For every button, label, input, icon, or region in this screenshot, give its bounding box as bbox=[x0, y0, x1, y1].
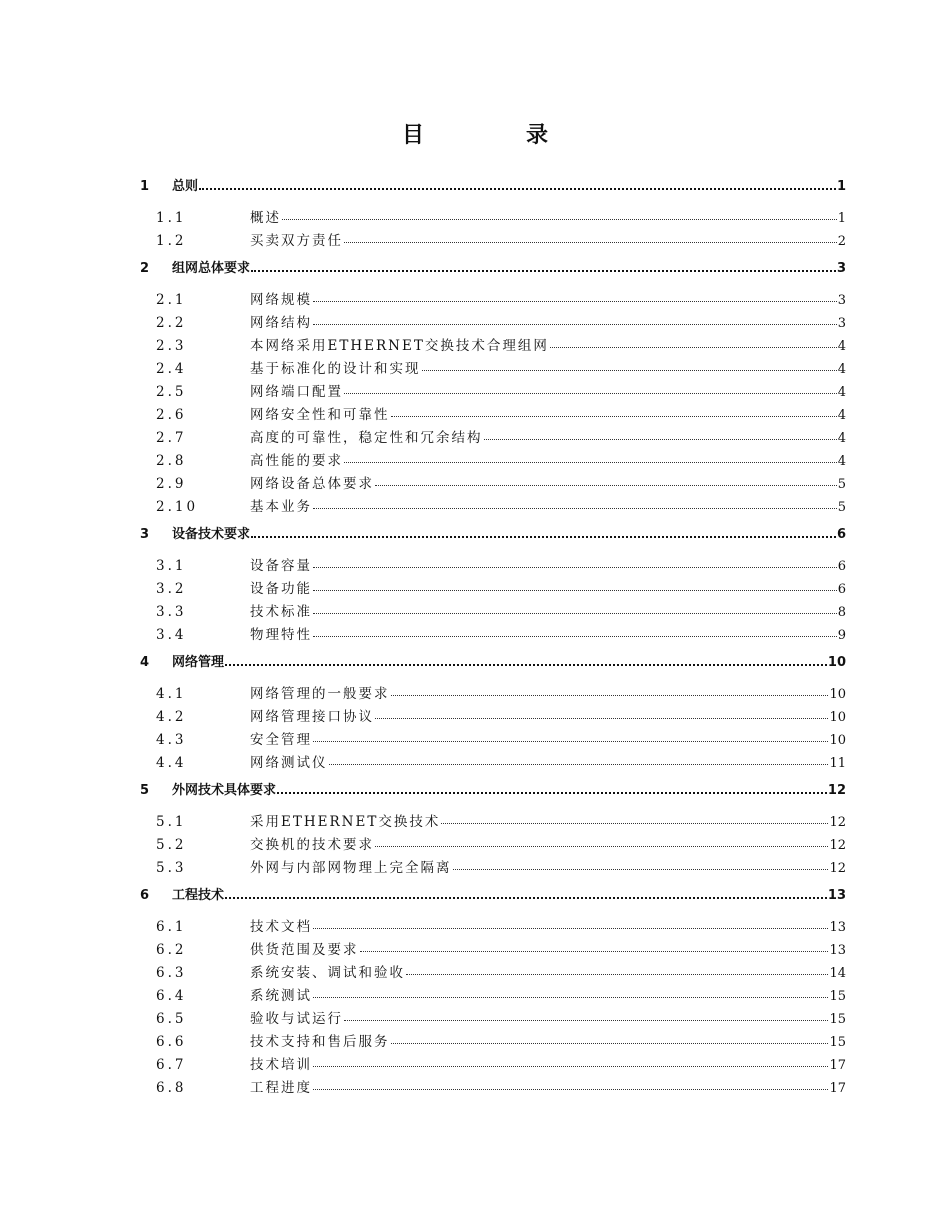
dot-leader bbox=[344, 393, 837, 394]
toc-entry-number: 2.4 bbox=[156, 361, 187, 377]
dot-leader bbox=[313, 636, 837, 637]
toc-entry-page-number: 12 bbox=[827, 783, 846, 798]
toc-entry-number: 6.3 bbox=[156, 965, 187, 981]
toc-entry-page-number: 8 bbox=[837, 605, 846, 620]
toc-entry-number: 4.4 bbox=[156, 755, 187, 771]
dot-leader bbox=[422, 370, 837, 371]
dot-leader bbox=[313, 613, 837, 614]
toc-entry-title: 技术支持和售后服务 bbox=[250, 1034, 390, 1050]
toc-section-entry[interactable] bbox=[140, 831, 846, 853]
toc-entry-page-number: 15 bbox=[829, 1035, 846, 1050]
toc-entry-number: 4.2 bbox=[156, 709, 187, 725]
dot-leader bbox=[329, 764, 829, 765]
toc-entry-page-number: 4 bbox=[837, 362, 846, 377]
toc-entry-title: 网络结构 bbox=[250, 315, 312, 331]
toc-entry-page-number: 15 bbox=[829, 1012, 846, 1027]
dot-leader bbox=[313, 324, 837, 325]
toc-section-entry[interactable] bbox=[140, 470, 846, 492]
toc-entry-number: 2.6 bbox=[156, 407, 187, 423]
toc-section-entry[interactable] bbox=[140, 1005, 846, 1027]
toc-entry-number: 3.4 bbox=[156, 627, 187, 643]
toc-entry-title: 网络端口配置 bbox=[250, 384, 343, 400]
toc-entry-page-number: 12 bbox=[829, 838, 846, 853]
toc-entry-title: 买卖双方责任 bbox=[250, 233, 343, 249]
toc-entry-page-number: 14 bbox=[829, 966, 846, 981]
toc-entry-title: 系统测试 bbox=[250, 988, 312, 1004]
toc-entry-page-number: 6 bbox=[836, 527, 846, 542]
toc-section-entry[interactable] bbox=[140, 227, 846, 249]
dot-leader bbox=[441, 823, 828, 824]
toc-section-entry[interactable] bbox=[140, 621, 846, 643]
toc-entry-title: 网络管理接口协议 bbox=[250, 709, 374, 725]
toc-entry-number: 2.5 bbox=[156, 384, 187, 400]
dot-leader bbox=[391, 1043, 829, 1044]
toc-section-entry[interactable] bbox=[140, 703, 846, 725]
toc-entry-title: 网络规模 bbox=[250, 292, 312, 308]
toc-entry-title: 供货范围及要求 bbox=[250, 942, 359, 958]
dot-leader bbox=[251, 270, 836, 272]
toc-entry-number: 6.2 bbox=[156, 942, 187, 958]
toc-entry-title: 外网与内部网物理上完全隔离 bbox=[250, 860, 452, 876]
toc-entry-page-number: 1 bbox=[836, 179, 846, 194]
toc-entry-page-number: 5 bbox=[837, 477, 846, 492]
toc-section-entry[interactable] bbox=[140, 552, 846, 574]
toc-entry-title: 网络安全性和可靠性 bbox=[250, 407, 390, 423]
toc-chapter-entry[interactable] bbox=[140, 172, 846, 194]
toc-entry-number: 5.3 bbox=[156, 860, 187, 876]
toc-entry-number: 1 bbox=[140, 179, 150, 194]
page-title: 目 录 bbox=[401, 123, 588, 148]
toc-section-entry[interactable] bbox=[140, 575, 846, 597]
toc-section-entry[interactable] bbox=[140, 424, 846, 446]
toc-entry-page-number: 2 bbox=[837, 234, 846, 249]
toc-entry-page-number: 4 bbox=[837, 431, 846, 446]
toc-entry-page-number: 3 bbox=[837, 293, 846, 308]
toc-section-entry[interactable] bbox=[140, 1051, 846, 1073]
dot-leader bbox=[277, 792, 827, 794]
toc-entry-number: 1.1 bbox=[156, 210, 187, 226]
toc-section-entry[interactable] bbox=[140, 680, 846, 702]
toc-entry-number: 6.4 bbox=[156, 988, 187, 1004]
toc-entry-page-number: 10 bbox=[829, 733, 846, 748]
toc-entry-title: 本网络采用ETHERNET交换技术合理组网 bbox=[250, 338, 549, 354]
toc-entry-page-number: 4 bbox=[837, 454, 846, 469]
toc-entry-title: 网络管理 bbox=[172, 655, 225, 670]
toc-entry-title: 外网技术具体要求 bbox=[172, 783, 277, 798]
toc-section-entry[interactable] bbox=[140, 286, 846, 308]
toc-entry-page-number: 4 bbox=[837, 339, 846, 354]
toc-section-entry[interactable] bbox=[140, 332, 846, 354]
dot-leader bbox=[375, 485, 837, 486]
toc-section-entry[interactable] bbox=[140, 204, 846, 226]
toc-entry-number: 6.5 bbox=[156, 1011, 187, 1027]
toc-entry-title: 基本业务 bbox=[250, 499, 312, 515]
toc-section-entry[interactable] bbox=[140, 1074, 846, 1096]
toc-entry-number: 2.10 bbox=[156, 499, 199, 515]
toc-entry-title: 概述 bbox=[250, 210, 281, 226]
dot-leader bbox=[360, 951, 829, 952]
toc-section-entry[interactable] bbox=[140, 355, 846, 377]
toc-entry-page-number: 1 bbox=[837, 211, 846, 226]
toc-entry-title: 物理特性 bbox=[250, 627, 312, 643]
dot-leader bbox=[375, 846, 828, 847]
toc-entry-title: 交换机的技术要求 bbox=[250, 837, 374, 853]
toc-entry-number: 6.6 bbox=[156, 1034, 187, 1050]
dot-leader bbox=[225, 664, 827, 666]
toc-entry-title: 网络设备总体要求 bbox=[250, 476, 374, 492]
dot-leader bbox=[313, 301, 837, 302]
toc-section-entry[interactable] bbox=[140, 749, 846, 771]
toc-entry-page-number: 10 bbox=[827, 655, 846, 670]
toc-entry-number: 5.1 bbox=[156, 814, 187, 830]
dot-leader bbox=[313, 1089, 828, 1090]
dot-leader bbox=[313, 508, 837, 509]
toc-entry-number: 2.2 bbox=[156, 315, 187, 331]
toc-entry-page-number: 12 bbox=[829, 815, 846, 830]
toc-entry-number: 2.8 bbox=[156, 453, 187, 469]
toc-entry-page-number: 6 bbox=[837, 559, 846, 574]
toc-entry-number: 2.1 bbox=[156, 292, 187, 308]
toc-section-entry[interactable] bbox=[140, 936, 846, 958]
toc-entry-title: 技术文档 bbox=[250, 919, 312, 935]
toc-section-entry[interactable] bbox=[140, 493, 846, 515]
toc-entry-title: 安全管理 bbox=[250, 732, 312, 748]
toc-section-entry[interactable] bbox=[140, 854, 846, 876]
dot-leader bbox=[391, 695, 829, 696]
dot-leader bbox=[484, 439, 837, 440]
toc-section-entry[interactable] bbox=[140, 959, 846, 981]
toc-entry-title: 网络测试仪 bbox=[250, 755, 328, 771]
toc-entry-page-number: 3 bbox=[836, 261, 846, 276]
toc-entry-number: 3.2 bbox=[156, 581, 187, 597]
toc-entry-title: 采用ETHERNET交换技术 bbox=[250, 814, 441, 830]
toc-chapter-entry[interactable] bbox=[140, 881, 846, 903]
dot-leader bbox=[375, 718, 828, 719]
toc-section-entry[interactable] bbox=[140, 598, 846, 620]
dot-leader bbox=[282, 219, 837, 220]
toc-entry-title: 设备技术要求 bbox=[172, 527, 251, 542]
toc-entry-title: 网络管理的一般要求 bbox=[250, 686, 390, 702]
toc-section-entry[interactable] bbox=[140, 726, 846, 748]
toc-chapter-entry[interactable] bbox=[140, 648, 846, 670]
toc-entry-page-number: 11 bbox=[829, 756, 846, 771]
toc-entry-number: 1.2 bbox=[156, 233, 187, 249]
toc-entry-number: 2.9 bbox=[156, 476, 187, 492]
toc-section-entry[interactable] bbox=[140, 1028, 846, 1050]
toc-entry-title: 基于标准化的设计和实现 bbox=[250, 361, 421, 377]
toc-entry-title: 系统安装、调试和验收 bbox=[250, 965, 405, 981]
toc-section-entry[interactable] bbox=[140, 401, 846, 423]
dot-leader bbox=[344, 1020, 828, 1021]
toc-section-entry[interactable] bbox=[140, 309, 846, 331]
toc-entry-number: 4.3 bbox=[156, 732, 187, 748]
toc-entry-page-number: 13 bbox=[827, 888, 846, 903]
toc-entry-page-number: 17 bbox=[829, 1058, 846, 1073]
toc-entry-number: 2 bbox=[140, 261, 150, 276]
toc-entry-number: 3.1 bbox=[156, 558, 187, 574]
dot-leader bbox=[251, 536, 836, 538]
toc-entry-number: 4 bbox=[140, 655, 150, 670]
dot-leader bbox=[406, 974, 828, 975]
toc-entry-page-number: 17 bbox=[829, 1081, 846, 1096]
toc-section-entry[interactable] bbox=[140, 982, 846, 1004]
toc-entry-title: 设备功能 bbox=[250, 581, 312, 597]
toc-entry-title: 设备容量 bbox=[250, 558, 312, 574]
toc-entry-title: 验收与试运行 bbox=[250, 1011, 343, 1027]
dot-leader bbox=[313, 741, 828, 742]
toc-entry-number: 4.1 bbox=[156, 686, 187, 702]
dot-leader bbox=[313, 1066, 828, 1067]
toc-entry-title: 组网总体要求 bbox=[172, 261, 251, 276]
toc-entry-page-number: 10 bbox=[829, 710, 846, 725]
toc-entry-title: 工程技术 bbox=[172, 888, 225, 903]
toc-entry-number: 3 bbox=[140, 527, 150, 542]
toc-entry-page-number: 5 bbox=[837, 500, 846, 515]
dot-leader bbox=[391, 416, 837, 417]
toc-entry-title: 工程进度 bbox=[250, 1080, 312, 1096]
toc-section-entry[interactable] bbox=[140, 808, 846, 830]
toc-chapter-entry[interactable] bbox=[140, 776, 846, 798]
toc-entry-title: 总则 bbox=[172, 179, 199, 194]
toc-entry-page-number: 10 bbox=[829, 687, 846, 702]
toc-entry-page-number: 15 bbox=[829, 989, 846, 1004]
toc-section-entry[interactable] bbox=[140, 913, 846, 935]
toc-entry-page-number: 4 bbox=[837, 385, 846, 400]
dot-leader bbox=[344, 462, 837, 463]
dot-leader bbox=[313, 567, 837, 568]
toc-entry-title: 高性能的要求 bbox=[250, 453, 343, 469]
toc-chapter-entry[interactable] bbox=[140, 520, 846, 542]
toc-entry-number: 5.2 bbox=[156, 837, 187, 853]
toc-chapter-entry[interactable] bbox=[140, 254, 846, 276]
toc-entry-number: 6.1 bbox=[156, 919, 187, 935]
toc-entry-page-number: 3 bbox=[837, 316, 846, 331]
toc-entry-title: 技术培训 bbox=[250, 1057, 312, 1073]
dot-leader bbox=[313, 928, 828, 929]
toc-entry-number: 3.3 bbox=[156, 604, 187, 620]
toc-entry-number: 5 bbox=[140, 783, 150, 798]
toc-entry-number: 6 bbox=[140, 888, 150, 903]
toc-entry-page-number: 12 bbox=[829, 861, 846, 876]
toc-entry-number: 6.7 bbox=[156, 1057, 187, 1073]
toc-entry-title: 高度的可靠性，稳定性和冗余结构 bbox=[250, 430, 483, 446]
dot-leader bbox=[453, 869, 829, 870]
toc-entry-page-number: 13 bbox=[829, 943, 846, 958]
dot-leader bbox=[199, 188, 836, 190]
dot-leader bbox=[313, 997, 828, 998]
dot-leader bbox=[550, 347, 837, 348]
toc-entry-title: 技术标准 bbox=[250, 604, 312, 620]
dot-leader bbox=[313, 590, 837, 591]
toc-entry-number: 2.7 bbox=[156, 430, 187, 446]
toc-entry-page-number: 6 bbox=[837, 582, 846, 597]
toc-section-entry[interactable] bbox=[140, 447, 846, 469]
toc-section-entry[interactable] bbox=[140, 378, 846, 400]
dot-leader bbox=[225, 897, 827, 899]
dot-leader bbox=[344, 242, 837, 243]
toc-entry-number: 2.3 bbox=[156, 338, 187, 354]
toc-entry-page-number: 4 bbox=[837, 408, 846, 423]
toc-entry-number: 6.8 bbox=[156, 1080, 187, 1096]
toc-entry-page-number: 13 bbox=[829, 920, 846, 935]
toc-entry-page-number: 9 bbox=[837, 628, 846, 643]
